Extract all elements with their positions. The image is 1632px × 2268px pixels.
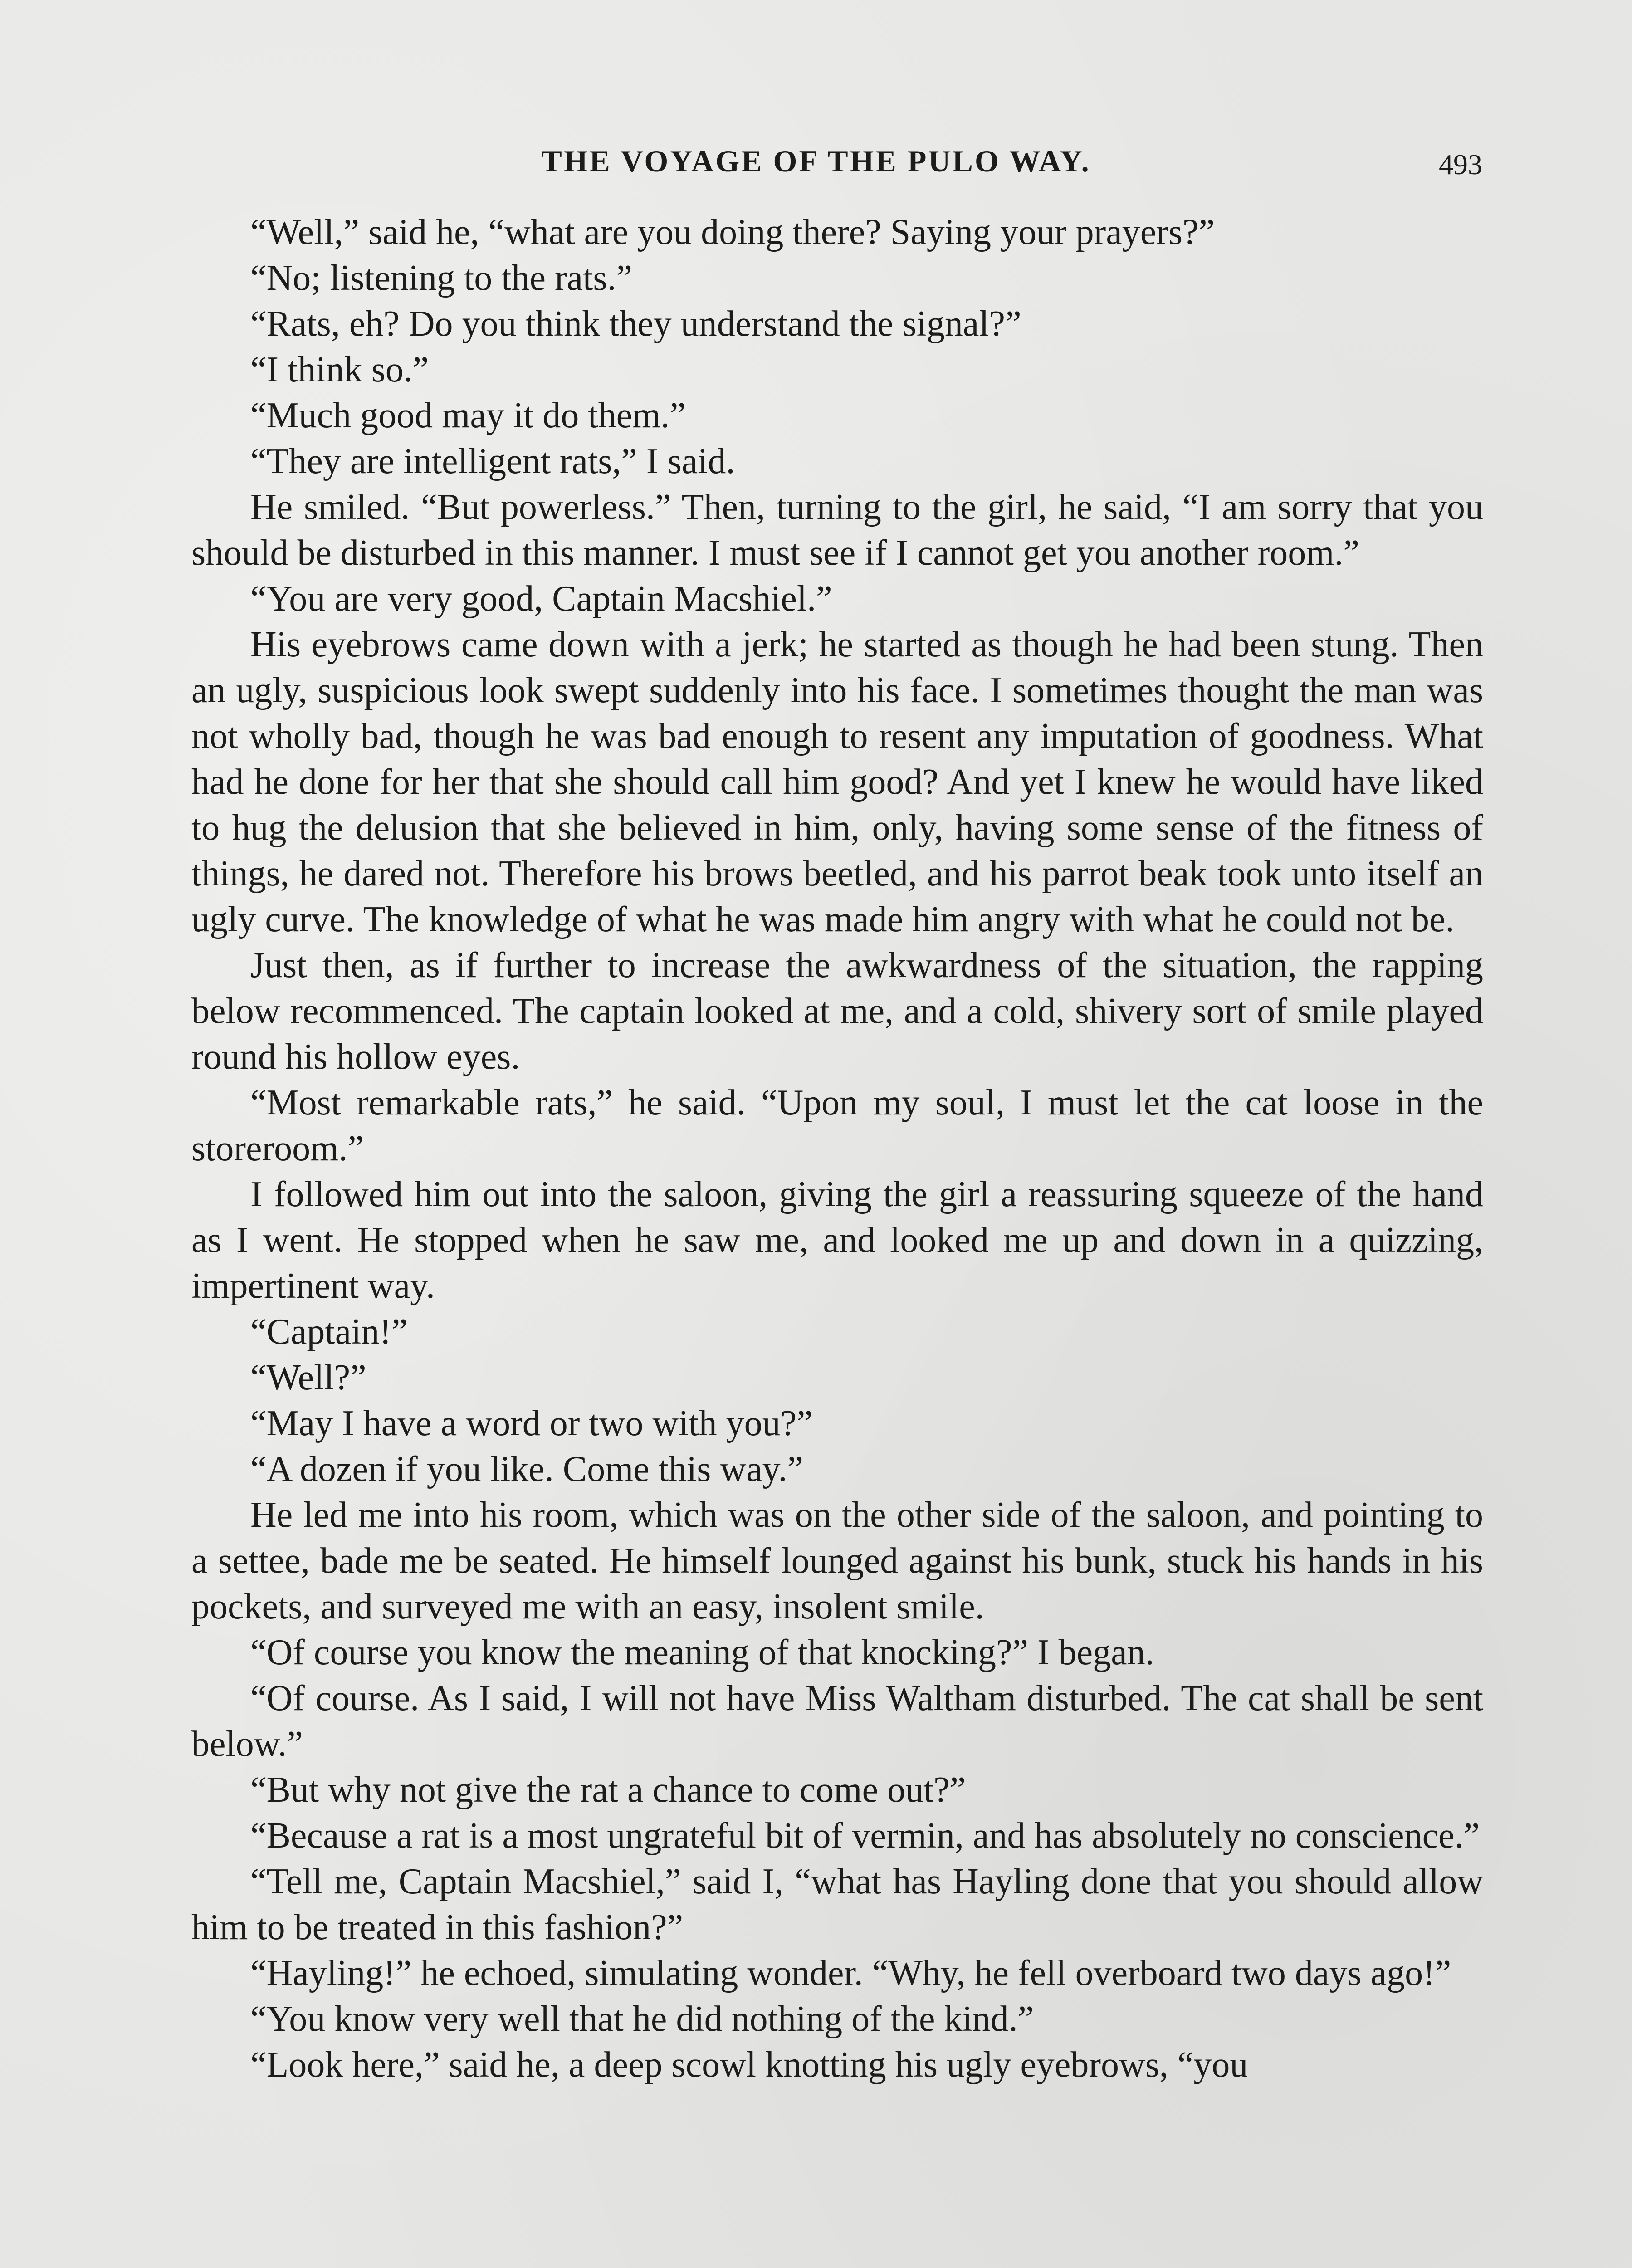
running-title: THE VOYAGE OF THE PULO WAY. — [541, 144, 1091, 178]
paragraph: “Most remarkable rats,” he said. “Upon my soul, I must let the cat loose in the storeroom.” — [191, 1083, 1483, 1168]
paragraph: “Because a rat is a most ungrateful bit of vermin, and has absolutely no conscience.” — [250, 1816, 1480, 1856]
paragraph: “Captain!” — [250, 1312, 408, 1352]
paragraph: “Tell me, Captain Macshiel,” said I, “what has Hayling done that you should allow him to be treated in this fashion?” — [191, 1862, 1483, 1947]
paragraph: “I think so.” — [250, 350, 429, 390]
body-text — [191, 210, 1483, 2088]
paragraph: “Rats, eh? Do you think they understand the signal?” — [250, 304, 1021, 344]
paragraph: “Of course. As I said, I will not have Miss Waltham disturbed. The cat shall be sent below.” — [191, 1678, 1483, 1764]
paragraph: “Hayling!” he echoed, simulating wonder. “Why, he fell overboard two days ago!” — [250, 1953, 1451, 1993]
paragraph: I followed him out into the saloon, giving the girl a reassuring squeeze of the hand as I went. He stopped when he saw me, and looked me up and down in a quizzing, impertinent way. — [191, 1174, 1483, 1306]
paragraph: Just then, as if further to increase the awkwardness of the situation, the rapping below recommenced. The captain looked at me, and a cold, shivery sort of smile played round his hollow eyes. — [191, 945, 1483, 1077]
paragraph: “May I have a word or two with you?” — [250, 1403, 813, 1443]
paragraph: “But why not give the rat a chance to come out?” — [250, 1770, 966, 1810]
running-head — [0, 136, 1632, 186]
paragraph: “Well,” said he, “what are you doing there? Saying your prayers?” — [250, 212, 1215, 252]
paragraph: His eyebrows came down with a jerk; he started as though he had been stung. Then an ugly, suspicious look swept suddenly into his face. I sometimes thought the man was not wholly bad, though he was bad enough to resent any imputation of goodness. What had he done for her that she should call him good? And yet I knew he would have liked to hug the delusion that she believed in him, only, having some sense of the fitness of things, he dared not. Therefore his brows beetled, and his parrot beak took unto itself an ugly curve. The knowledge of what he was made him angry with what he could not be. — [191, 625, 1483, 939]
paragraph: He led me into his room, which was on the other side of the saloon, and pointing to a settee, bade me be seated. He himself lounged against his bunk, stuck his hands in his pockets, and surveyed me with an easy, insolent smile. — [191, 1495, 1483, 1627]
page-number: 493 — [1439, 148, 1482, 181]
paragraph: “You are very good, Captain Macshiel.” — [250, 579, 832, 619]
paragraph: “Well?” — [250, 1358, 366, 1398]
paragraph: “Of course you know the meaning of that knocking?” I began. — [250, 1633, 1154, 1672]
paragraph: “Look here,” said he, a deep scowl knotting his ugly eyebrows, “you — [250, 2045, 1248, 2085]
paragraph: “Much good may it do them.” — [250, 396, 686, 435]
paragraph: “You know very well that he did nothing of the kind.” — [250, 1999, 1034, 2039]
paragraph: “No; listening to the rats.” — [250, 258, 633, 298]
paragraph: “They are intelligent rats,” I said. — [250, 441, 735, 481]
paragraph: He smiled. “But powerless.” Then, turning to the girl, he said, “I am sorry that you should be disturbed in this manner. I must see if I cannot get you another room.” — [191, 487, 1483, 573]
paragraph: “A dozen if you like. Come this way.” — [250, 1449, 803, 1489]
